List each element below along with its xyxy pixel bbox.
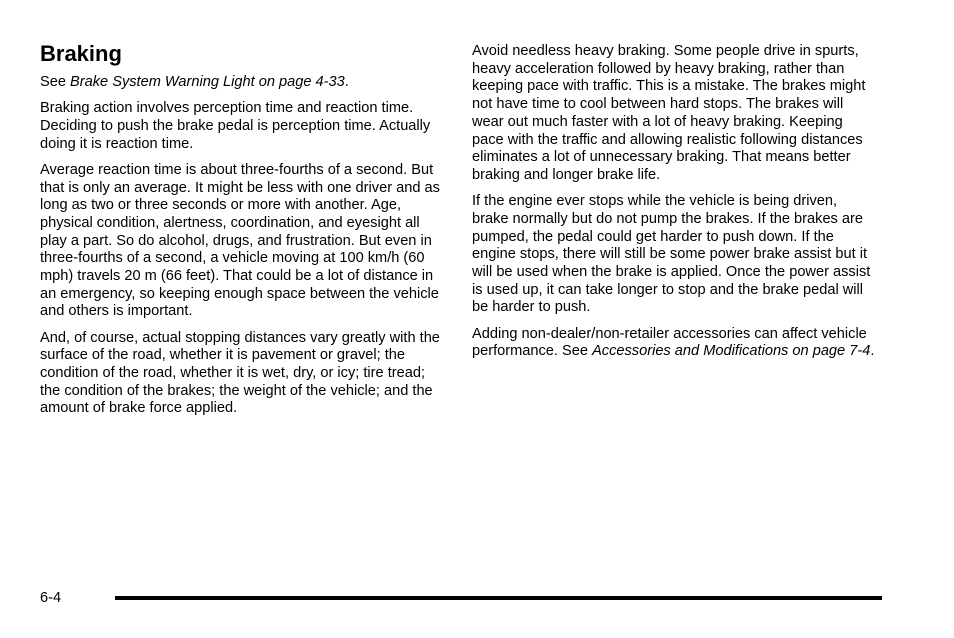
accessories-paragraph bbox=[472, 326, 877, 361]
accessories-reference-link[interactable]: Accessories and Modifications on page 7-4 bbox=[592, 343, 871, 360]
footer-rule bbox=[115, 596, 882, 600]
left-column bbox=[40, 40, 445, 427]
accessories-suffix: . bbox=[870, 343, 875, 360]
accessories-text: Adding non-dealer/non-retailer accessories can affect vehicle performance. See bbox=[472, 325, 867, 360]
body-paragraph: Avoid needless heavy braking. Some people drive in spurts, heavy acceleration followed by heavy braking, rather than keeping pace with traffic. This is a mistake. The brakes might not have time to cool between hard stops. The brakes will wear out much faster with a lot of heavy braking. Keeping pace with the traffic and allowing realistic following distances eliminates a lot of unnecessary braking. That means better braking and longer brake life. bbox=[472, 43, 866, 183]
see-reference-paragraph bbox=[40, 74, 445, 92]
section-title: Braking bbox=[40, 41, 122, 66]
body-paragraph: Braking action involves perception time and reaction time. Deciding to push the brake pedal is perception time. Actually doing it is reaction time. bbox=[40, 100, 431, 152]
page-number: 6-4 bbox=[40, 590, 62, 606]
body-paragraph: Average reaction time is about three-fourths of a second. But that is only an average. It might be less with one driver and as long as two or three seconds or more with another. Age, physical condition, alertness, coordination, and eyesight all play a part. So do alcohol, drugs, and frustration. But even in three-fourths of a second, a vehicle moving at 100 km/h (60 mph) travels 20 m (66 feet). That could be a lot of distance in an emergency, so keeping enough space between the vehicle and others is important. bbox=[40, 161, 440, 320]
body-paragraph: And, of course, actual stopping distances vary greatly with the surface of the road, whether it is pavement or gravel; the condition of the road, whether it is wet, dry, or icy; tire tread; the condition of the brakes; the weight of the vehicle; and the amount of brake force applied. bbox=[40, 329, 440, 417]
body-paragraph: If the engine ever stops while the vehicle is being driven, brake normally but do not pump the brakes. If the brakes are pumped, the pedal could get harder to push down. If the engine stops, there will still be some power brake assist but it will be used when the brake is applied. Once the power assist is used up, it can take longer to stop and the brake pedal will be harder to push. bbox=[472, 193, 871, 316]
see-reference-link[interactable]: Brake System Warning Light on page 4-33 bbox=[70, 74, 345, 90]
right-column bbox=[472, 43, 877, 369]
see-suffix: . bbox=[344, 74, 349, 90]
see-prefix: See bbox=[40, 74, 71, 90]
